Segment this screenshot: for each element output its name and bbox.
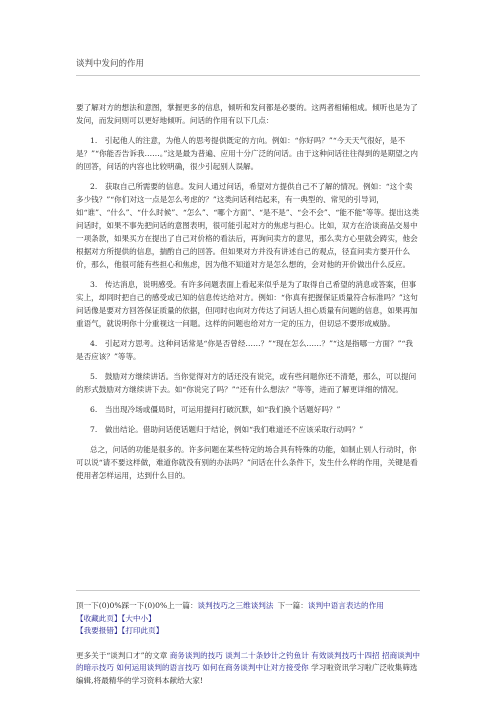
prev-next-nav bbox=[76, 600, 420, 613]
intro-paragraph: 要了解对方的想法和意图，掌握更多的信息，倾听和发问都是必要的。这两者相辅相成。倾听也是为了发问，而发问则可以更好地倾听。问话的作用有以下几点： bbox=[76, 103, 418, 125]
next-article-link[interactable]: 谈判中语言表达的作用 bbox=[307, 601, 384, 610]
related-prefix: 更多关于“谈判口才”的文章 bbox=[76, 650, 168, 660]
point-3: 3. 传达消息，说明感受。有许多问题表面上看起来似乎是为了取得自己希望的消息或答案，但事实上，却同时把自己的感受或已知的信息传达给对方。例如：“你真有把握保证质量符合标准吗？”这句问话像是要对方回答保证质量的依据，但同时也向对方传达了问话人担心质量有问题的信息，如果再加重语气，就说明你十分重视这一问题。这样的问题也给对方一定的压力，但切忌不要形成威胁。 bbox=[76, 280, 418, 328]
print-page-button[interactable]: 【打印此页】 bbox=[121, 626, 164, 635]
point-5: 5. 鼓励对方继续讲话。当你觉得对方的话还没有说完，或有些问题你还不清楚，那么，可以提问的形式鼓励对方继续讲下去。如“你说完了吗？”“还有什么想法？”等等，进而了解更详细的情况。 bbox=[76, 372, 417, 394]
point-4: 4. 引起对方思考。这种问话常是“你是否曾经……？”“现在怎么……？”“这是指哪一方面？”“我是否应该？”等等。 bbox=[76, 339, 413, 361]
font-size-switch[interactable]: 【大中小】 bbox=[121, 613, 156, 623]
article-footer bbox=[76, 600, 420, 687]
point-1: 1. 引起他人的注意，为他人的思考提供既定的方向。例如：“你好吗？”“今天天气很好，是不是？”“你能否告诉我……。”这是最为普遍、应用十分广泛的问话。由于这种问话往往得到的是期望之内的回答，问话的内容也比较明确，很少引起别人误解。 bbox=[76, 136, 418, 171]
related-link[interactable]: 如何在商务谈判中让对方接受你 bbox=[202, 663, 309, 672]
article-title: 谈判中发问的作用 bbox=[76, 59, 145, 69]
actions-row-2 bbox=[76, 625, 420, 638]
point-6: 6. 当出现冷场或僵局时，可运用提问打破沉默，如“我们换个话题好吗？” bbox=[90, 405, 341, 414]
related-link[interactable]: 谈判二十条妙计之钓鱼计 bbox=[225, 650, 309, 660]
related-link[interactable]: 招商谈判中的暗示技巧 bbox=[76, 650, 420, 672]
vote-and-prev-label: 顶一下(0)0%踩一下(0)0%上一篇： bbox=[76, 601, 198, 610]
next-label: 下一篇： bbox=[277, 601, 308, 610]
related-link[interactable]: 有效谈判技巧十四招 bbox=[311, 650, 380, 660]
footer-divider bbox=[76, 590, 420, 591]
article-body bbox=[76, 101, 420, 489]
title-divider bbox=[76, 75, 420, 76]
conclusion-paragraph: 总之，问话的功能是很多的。许多问题在某些特定的场合具有特殊的功能，如制止别人行动时，你可以说“请不要这样做，难道你就没有别的办法吗？”问话在什么条件下，发生什么样的作用，关键是看使用者怎样运用，达到什么目的。 bbox=[76, 445, 418, 480]
related-link[interactable]: 商务谈判的技巧 bbox=[169, 650, 223, 660]
prev-article-link[interactable]: 谈判技巧之三维谈判法 bbox=[197, 601, 274, 610]
actions-row-1 bbox=[76, 613, 420, 626]
related-link[interactable]: 如何运用谈判的语言技巧 bbox=[116, 663, 200, 672]
point-7: 7. 做出结论。借助问话使话题归于结论，例如“我们难道还不应该采取行动吗？” bbox=[90, 425, 364, 434]
related-suffix: 学习啦资讯学习啦广泛收集筛选编辑,将最精华的学习资料本献给大家! bbox=[76, 663, 418, 685]
report-error-button[interactable]: 【我要报错】 bbox=[76, 626, 122, 635]
related-articles bbox=[76, 650, 420, 688]
point-2: 2. 获取自己所需要的信息。发问人通过问话，希望对方提供自己不了解的情况。例如：“这个卖多少钱？”“你们对这一点是怎么考虑的？”这类问话利结起来，有一典型的、常见的引导词，如“谁”、“什么”、“什么时候”、“怎么”、“哪个方面”、“是不是”、“会不会”、“能不能”等等。提出这类问话时，如果不事先把问话的意图表明，很可能引起对方的焦虑与担心。比如，双方在洽谈商品交易中一项条款，如果买方在提出了自己对价格的看法后，再询问卖方的意见，那么卖方心里就会踌实，他会根据对方所提供的信息，揣酌自己的回答。但如果对方并没有讲述自己的观点，径直问卖方要开什么价，那么，他很可能有些担心和焦虑，因为他不知道对方是怎么想的，会对他的开价做出什么反应。 bbox=[76, 182, 420, 269]
bookmark-page-button[interactable]: 【收藏此页】 bbox=[76, 613, 122, 623]
